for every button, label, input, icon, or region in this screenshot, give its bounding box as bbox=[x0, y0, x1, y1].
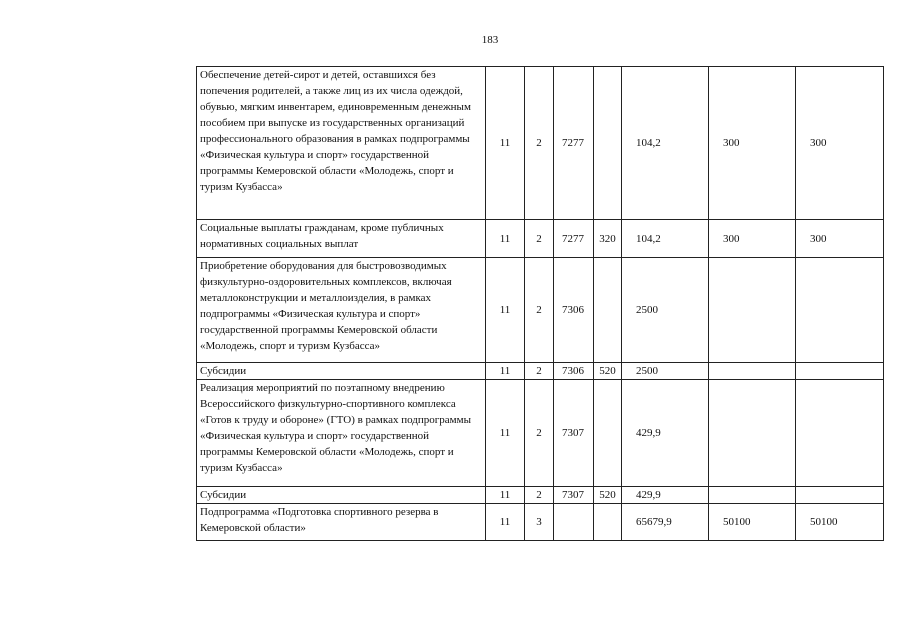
year3-cell bbox=[796, 363, 884, 380]
section-cell: 11 bbox=[486, 504, 525, 541]
year1-cell: 2500 bbox=[622, 258, 709, 363]
subsection-cell: 2 bbox=[525, 258, 554, 363]
year1-cell: 2500 bbox=[622, 363, 709, 380]
year3-cell: 300 bbox=[796, 220, 884, 258]
table-row bbox=[197, 363, 884, 380]
year1-cell: 429,9 bbox=[622, 380, 709, 487]
subsection-cell: 2 bbox=[525, 487, 554, 504]
table-row bbox=[197, 380, 884, 487]
target-cell: 7277 bbox=[554, 67, 594, 220]
expense-cell bbox=[594, 504, 622, 541]
table-row bbox=[197, 487, 884, 504]
year3-cell bbox=[796, 487, 884, 504]
section-cell: 11 bbox=[486, 363, 525, 380]
year1-cell: 429,9 bbox=[622, 487, 709, 504]
subsection-cell: 2 bbox=[525, 363, 554, 380]
subsection-cell: 2 bbox=[525, 220, 554, 258]
expense-cell: 320 bbox=[594, 220, 622, 258]
section-cell: 11 bbox=[486, 220, 525, 258]
subsection-cell: 2 bbox=[525, 380, 554, 487]
page-number: 183 bbox=[481, 34, 499, 46]
table-row bbox=[197, 504, 884, 541]
section-cell: 11 bbox=[486, 67, 525, 220]
year2-cell: 300 bbox=[709, 67, 796, 220]
year2-cell bbox=[709, 258, 796, 363]
row-name: Субсидии bbox=[197, 363, 486, 380]
section-cell: 11 bbox=[486, 487, 525, 504]
table-row bbox=[197, 258, 884, 363]
target-cell: 7277 bbox=[554, 220, 594, 258]
year3-cell bbox=[796, 258, 884, 363]
target-cell: 7307 bbox=[554, 487, 594, 504]
target-cell: 7306 bbox=[554, 363, 594, 380]
row-name: Приобретение оборудования для быстровозводимых физкультурно-оздоровительных комплексов, включая металлоконструкции и металлоизделия, в рамках подпрограммы «Физическая культура и спорт» государственной программы Кемеровской области «Молодежь, спорт и туризм Кузбасса» bbox=[197, 258, 486, 363]
year3-cell bbox=[796, 380, 884, 487]
year1-cell: 65679,9 bbox=[622, 504, 709, 541]
row-name: Подпрограмма «Подготовка спортивного резерва в Кемеровской области» bbox=[197, 504, 486, 541]
row-name: Социальные выплаты гражданам, кроме публичных нормативных социальных выплат bbox=[197, 220, 486, 258]
year1-cell: 104,2 bbox=[622, 220, 709, 258]
expense-cell bbox=[594, 258, 622, 363]
section-cell: 11 bbox=[486, 380, 525, 487]
expense-cell bbox=[594, 67, 622, 220]
year2-cell: 50100 bbox=[709, 504, 796, 541]
expense-cell bbox=[594, 380, 622, 487]
row-name: Обеспечение детей-сирот и детей, оставшихся без попечения родителей, а также лиц из их числа одеждой, обувью, мягким инвентарем, единовременным денежным пособием при выпуске из государственных организаций профессионального образования в рамках подпрограммы «Физическая культура и спорт» государственной программы Кемеровской области «Молодежь, спорт и туризм Кузбасса» bbox=[197, 67, 486, 220]
target-cell: 7307 bbox=[554, 380, 594, 487]
year2-cell bbox=[709, 363, 796, 380]
expense-cell: 520 bbox=[594, 487, 622, 504]
target-cell bbox=[554, 504, 594, 541]
row-name: Реализация мероприятий по поэтапному внедрению Всероссийского физкультурно-спортивного комплекса «Готов к труду и обороне» (ГТО) в рамках подпрограммы «Физическая культура и спорт» государственной программы Кемеровской области «Молодежь, спорт и туризм Кузбасса» bbox=[197, 380, 486, 487]
year2-cell bbox=[709, 487, 796, 504]
table-row bbox=[197, 220, 884, 258]
subsection-cell: 2 bbox=[525, 67, 554, 220]
table-row bbox=[197, 67, 884, 220]
subsection-cell: 3 bbox=[525, 504, 554, 541]
budget-table bbox=[196, 66, 884, 541]
year3-cell: 50100 bbox=[796, 504, 884, 541]
target-cell: 7306 bbox=[554, 258, 594, 363]
year3-cell: 300 bbox=[796, 67, 884, 220]
year1-cell: 104,2 bbox=[622, 67, 709, 220]
expense-cell: 520 bbox=[594, 363, 622, 380]
year2-cell bbox=[709, 380, 796, 487]
year2-cell: 300 bbox=[709, 220, 796, 258]
row-name: Субсидии bbox=[197, 487, 486, 504]
section-cell: 11 bbox=[486, 258, 525, 363]
